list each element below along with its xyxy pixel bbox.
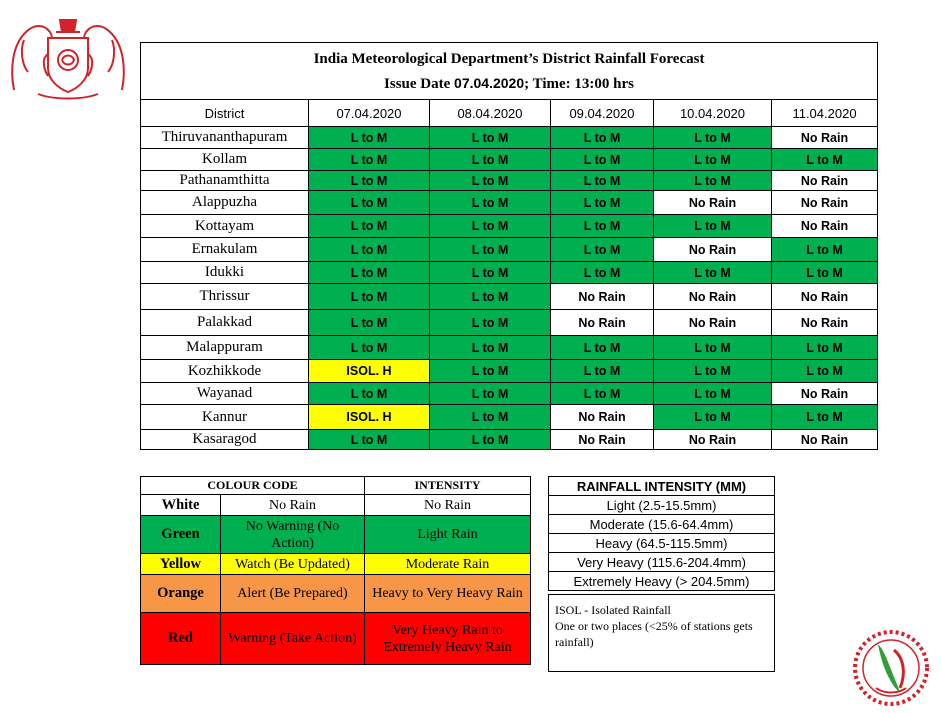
forecast-cell: No Rain	[654, 238, 772, 262]
legend-intensity: Light Rain	[365, 516, 531, 554]
district-name: Wayanad	[141, 383, 309, 405]
forecast-cell: L to M	[654, 383, 772, 405]
forecast-cell: L to M	[654, 262, 772, 284]
date-column-header: 08.04.2020	[430, 100, 551, 127]
date-column-header: 09.04.2020	[551, 100, 654, 127]
forecast-cell: No Rain	[551, 405, 654, 430]
forecast-cell: L to M	[309, 215, 430, 238]
district-row	[141, 336, 878, 360]
district-name: Malappuram	[141, 336, 309, 360]
forecast-cell: L to M	[772, 405, 878, 430]
legend-header-row	[141, 477, 531, 495]
forecast-header-row	[141, 100, 878, 127]
forecast-cell: L to M	[430, 149, 551, 171]
forecast-cell: ISOL. H	[309, 360, 430, 383]
forecast-cell: L to M	[772, 149, 878, 171]
kerala-government-emblem	[4, 10, 132, 102]
forecast-cell: L to M	[551, 215, 654, 238]
forecast-cell: L to M	[654, 215, 772, 238]
rainfall-intensity-item: Light (2.5-15.5mm)	[549, 496, 775, 515]
district-name: Kannur	[141, 405, 309, 430]
legend-colour-name: Green	[141, 516, 221, 554]
forecast-cell: L to M	[654, 171, 772, 191]
forecast-cell: L to M	[430, 360, 551, 383]
issue-date: 07.04.2020	[454, 74, 525, 91]
district-row	[141, 149, 878, 171]
forecast-cell: No Rain	[772, 430, 878, 450]
district-row	[141, 430, 878, 450]
rainfall-intensity-item: Moderate (15.6-64.4mm)	[549, 515, 775, 534]
forecast-cell: No Rain	[772, 383, 878, 405]
rainfall-intensity-table	[548, 476, 775, 591]
legend-meaning: No Warning (No Action)	[221, 516, 365, 554]
forecast-cell: No Rain	[772, 284, 878, 310]
date-column-header: 11.04.2020	[772, 100, 878, 127]
legend-intensity: No Rain	[365, 495, 531, 516]
district-name: Ernakulam	[141, 238, 309, 262]
forecast-cell: No Rain	[772, 215, 878, 238]
forecast-cell: L to M	[654, 127, 772, 149]
isol-description: One or two places (<25% of stations gets rainfall)	[555, 619, 753, 649]
forecast-cell: L to M	[654, 149, 772, 171]
forecast-cell: L to M	[309, 383, 430, 405]
legend-colour-name: Red	[141, 613, 221, 665]
forecast-cell: L to M	[309, 171, 430, 191]
forecast-cell: L to M	[772, 360, 878, 383]
district-name: Thrissur	[141, 284, 309, 310]
forecast-cell: No Rain	[654, 284, 772, 310]
forecast-cell: L to M	[551, 360, 654, 383]
district-row	[141, 360, 878, 383]
district-row	[141, 127, 878, 149]
legend-row	[141, 495, 531, 516]
district-name: Kollam	[141, 149, 309, 171]
page-title: India Meteorological Department’s District Rainfall Forecast	[313, 50, 705, 67]
district-column-header: District	[141, 100, 309, 127]
rainfall-intensity-item: Very Heavy (115.6-204.4mm)	[549, 553, 775, 572]
date-column-header: 10.04.2020	[654, 100, 772, 127]
date-column-header: 07.04.2020	[309, 100, 430, 127]
district-name: Kasaragod	[141, 430, 309, 450]
forecast-cell: No Rain	[772, 127, 878, 149]
forecast-cell: L to M	[551, 238, 654, 262]
forecast-cell: L to M	[772, 262, 878, 284]
legend-colour-name: White	[141, 495, 221, 516]
legend-row	[141, 613, 531, 665]
district-row	[141, 310, 878, 336]
legend-intensity: Very Heavy Rain to Extremely Heavy Rain	[365, 613, 531, 665]
forecast-cell: No Rain	[551, 284, 654, 310]
legend-meaning: Warning (Take Action)	[221, 613, 365, 665]
forecast-cell: L to M	[551, 191, 654, 215]
district-row	[141, 405, 878, 430]
forecast-cell: No Rain	[772, 310, 878, 336]
forecast-cell: L to M	[551, 383, 654, 405]
legend-intensity: Moderate Rain	[365, 554, 531, 575]
forecast-cell: ISOL. H	[309, 405, 430, 430]
forecast-cell: L to M	[551, 171, 654, 191]
district-name: Idukki	[141, 262, 309, 284]
legend-row	[141, 554, 531, 575]
forecast-cell: L to M	[309, 284, 430, 310]
forecast-cell: L to M	[551, 336, 654, 360]
issue-line	[141, 71, 877, 96]
forecast-cell: L to M	[309, 430, 430, 450]
legend-meaning: Watch (Be Updated)	[221, 554, 365, 575]
district-name: Pathanamthitta	[141, 171, 309, 191]
intensity-header: INTENSITY	[365, 477, 531, 495]
legend-row	[141, 575, 531, 613]
district-forecast-table	[140, 42, 878, 450]
isol-definition: ISOL - Isolated Rainfall	[555, 603, 671, 617]
district-row	[141, 215, 878, 238]
forecast-cell: L to M	[430, 336, 551, 360]
forecast-cell: L to M	[430, 171, 551, 191]
forecast-cell: L to M	[430, 238, 551, 262]
forecast-cell: L to M	[654, 360, 772, 383]
district-row	[141, 238, 878, 262]
forecast-cell: L to M	[551, 149, 654, 171]
district-row	[141, 383, 878, 405]
issue-time: ; Time: 13:00 hrs	[524, 75, 634, 92]
forecast-cell: No Rain	[772, 191, 878, 215]
forecast-cell: L to M	[309, 149, 430, 171]
forecast-cell: L to M	[430, 262, 551, 284]
forecast-cell: L to M	[430, 284, 551, 310]
district-row	[141, 171, 878, 191]
forecast-cell: No Rain	[772, 171, 878, 191]
district-row	[141, 284, 878, 310]
forecast-cell: L to M	[309, 238, 430, 262]
district-row	[141, 191, 878, 215]
forecast-cell: No Rain	[654, 310, 772, 336]
legend-intensity: Heavy to Very Heavy Rain	[365, 575, 531, 613]
kerala-state-disaster-management-authority-emblem	[848, 628, 934, 708]
colour-code-header: COLOUR CODE	[141, 477, 365, 495]
legend-colour-name: Yellow	[141, 554, 221, 575]
rainfall-intensity-title: RAINFALL INTENSITY (MM)	[549, 477, 775, 496]
district-name: Alappuzha	[141, 191, 309, 215]
forecast-cell: No Rain	[551, 310, 654, 336]
forecast-cell: L to M	[430, 430, 551, 450]
forecast-cell: L to M	[430, 405, 551, 430]
forecast-cell: No Rain	[654, 191, 772, 215]
forecast-cell: L to M	[309, 262, 430, 284]
legend-colour-name: Orange	[141, 575, 221, 613]
forecast-cell: L to M	[309, 127, 430, 149]
forecast-title-cell	[141, 43, 878, 100]
legend-row	[141, 516, 531, 554]
forecast-cell: L to M	[430, 127, 551, 149]
district-name: Palakkad	[141, 310, 309, 336]
legend-meaning: No Rain	[221, 495, 365, 516]
forecast-cell: L to M	[551, 262, 654, 284]
district-name: Thiruvananthapuram	[141, 127, 309, 149]
forecast-cell: L to M	[772, 336, 878, 360]
forecast-cell: L to M	[551, 127, 654, 149]
rainfall-intensity-item: Extremely Heavy (> 204.5mm)	[549, 572, 775, 591]
forecast-cell: L to M	[309, 191, 430, 215]
district-row	[141, 262, 878, 284]
forecast-cell: L to M	[772, 238, 878, 262]
forecast-cell: L to M	[654, 336, 772, 360]
issue-date-label: Issue Date	[384, 75, 451, 92]
colour-code-legend	[140, 476, 531, 665]
forecast-cell: L to M	[654, 405, 772, 430]
forecast-cell: L to M	[430, 310, 551, 336]
district-name: Kozhikkode	[141, 360, 309, 383]
forecast-cell: L to M	[430, 191, 551, 215]
district-name: Kottayam	[141, 215, 309, 238]
rainfall-intensity-item: Heavy (64.5-115.5mm)	[549, 534, 775, 553]
forecast-cell: No Rain	[654, 430, 772, 450]
forecast-cell: L to M	[309, 336, 430, 360]
forecast-cell: L to M	[309, 310, 430, 336]
legend-meaning: Alert (Be Prepared)	[221, 575, 365, 613]
forecast-cell: L to M	[430, 215, 551, 238]
forecast-cell: No Rain	[551, 430, 654, 450]
forecast-cell: L to M	[430, 383, 551, 405]
isol-note	[548, 594, 775, 672]
